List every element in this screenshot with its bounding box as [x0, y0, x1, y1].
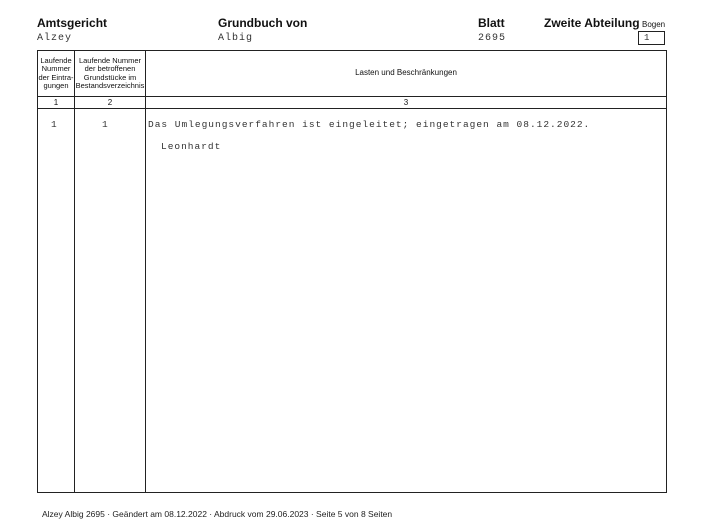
number-row-divider [38, 108, 666, 109]
column-number-1: 1 [53, 98, 59, 107]
blatt-label: Blatt [478, 16, 505, 30]
column-divider [74, 51, 75, 492]
bogen-value: 1 [638, 31, 665, 45]
entry-grundstuecke: 1 [102, 119, 109, 130]
column-header-lasten: Lasten und Beschränkungen [355, 68, 457, 78]
amtsgericht-label: Amtsgericht [37, 16, 108, 30]
grundbuch-value: Albig [218, 33, 254, 44]
blatt-value: 2695 [478, 33, 507, 44]
abteilung-label: Zweite Abteilung [544, 16, 640, 30]
page-footer: Alzey Albig 2695 · Geändert am 08.12.2022 · Abdruck vom 29.06.2023 · Seite 5 von 8 Seiten [42, 509, 393, 519]
entry-text: Das Umlegungsverfahren ist eingeleitet; eingetragen am 08.12.2022. [148, 119, 591, 130]
column-number-2: 2 [107, 98, 113, 107]
entry-signature: Leonhardt [161, 141, 222, 152]
entry-lfd-nr: 1 [51, 119, 58, 130]
entries-table [37, 50, 667, 493]
grundbuch-label: Grundbuch von [218, 16, 308, 30]
column-number-3: 3 [403, 98, 409, 107]
bogen-label: Bogen [642, 20, 666, 29]
column-header-lfd-nr: Laufende Nummer der Eintra-gungen [38, 55, 74, 90]
column-header-grundstuecke: Laufende Nummer der betroffenen Grundstücke im Bestandsverzeichnis [75, 55, 145, 90]
amtsgericht-value: Alzey [37, 33, 73, 44]
column-divider [145, 51, 146, 492]
